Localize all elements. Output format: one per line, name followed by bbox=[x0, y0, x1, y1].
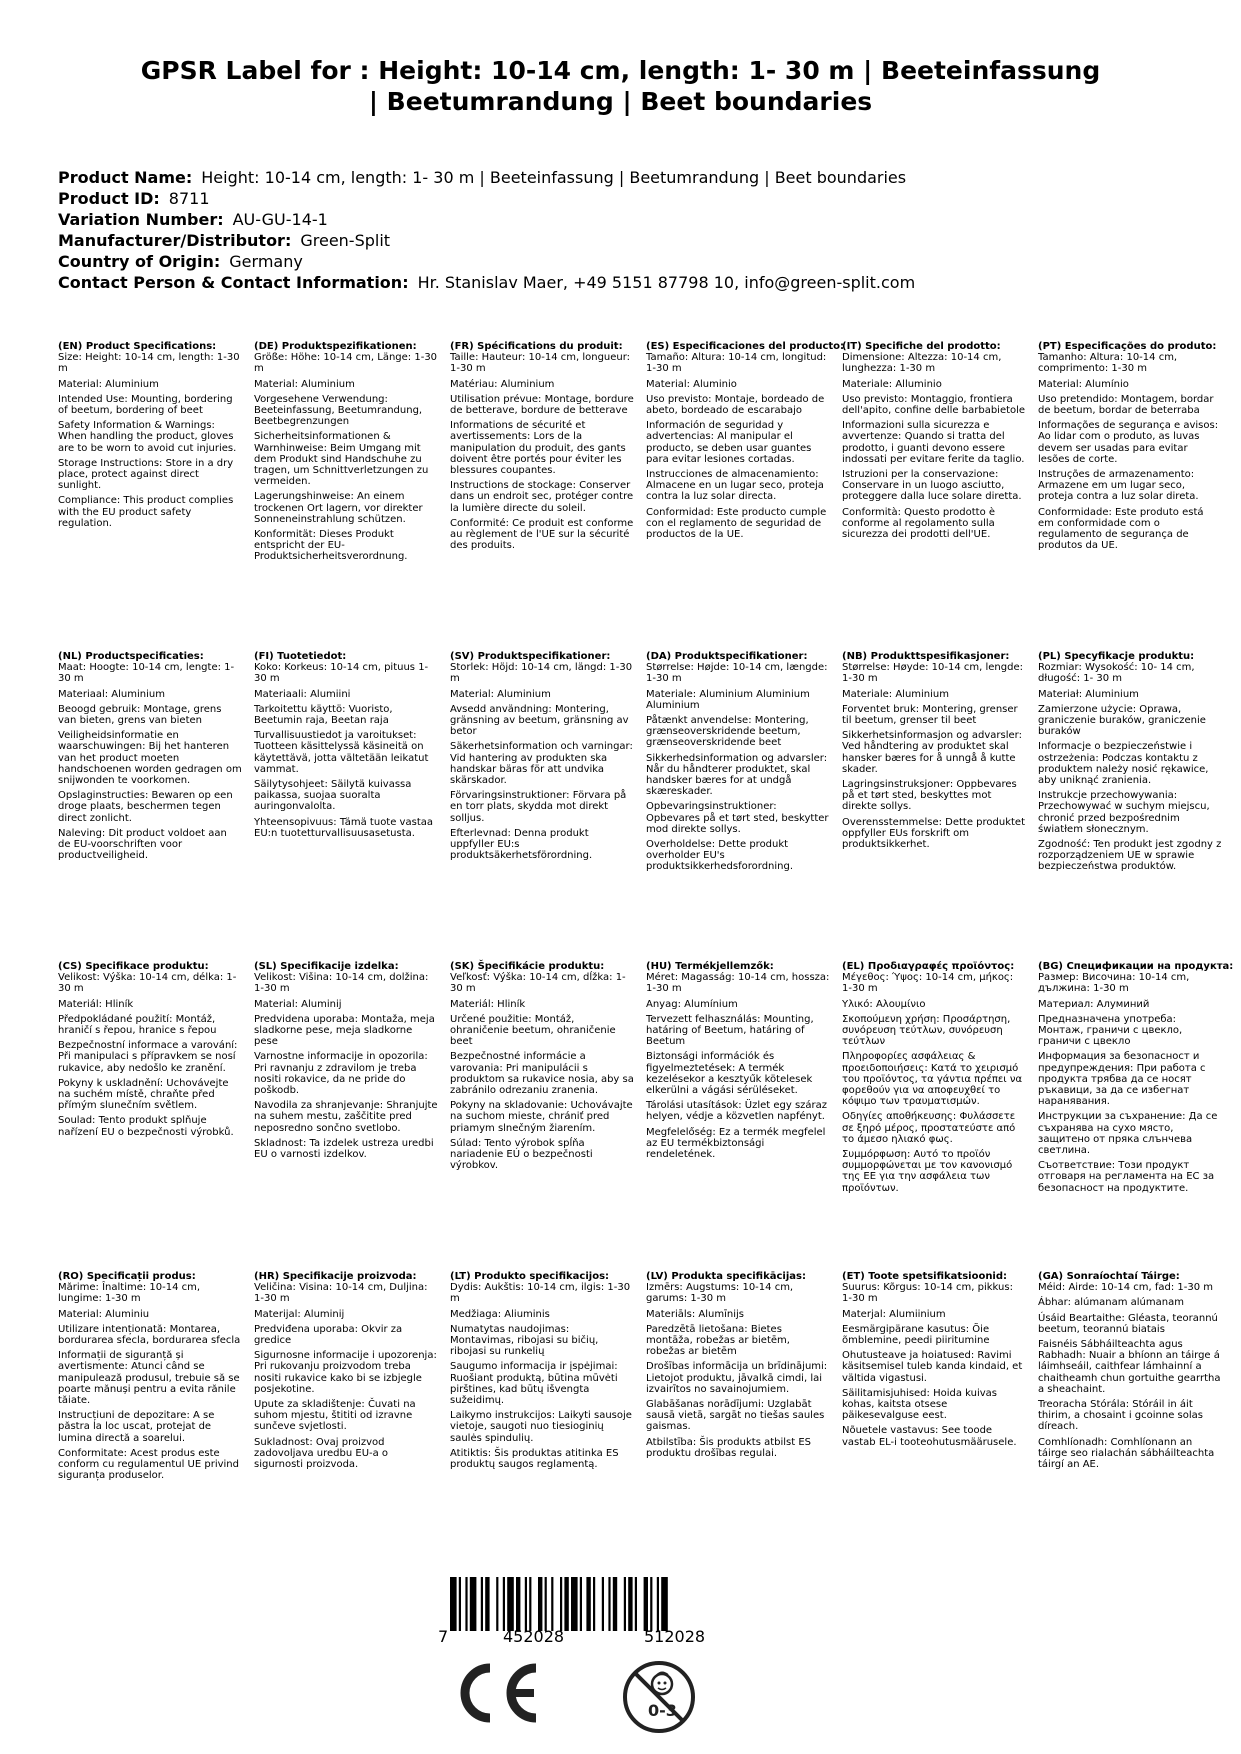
spec-line: Méid: Airde: 10-14 cm, fad: 1-30 m bbox=[1038, 1282, 1214, 1294]
spec-heading: (ET) Toote spetsifikatsioonid: bbox=[842, 1271, 1008, 1282]
spec-line: Materijal: Aluminij bbox=[254, 1308, 345, 1320]
info-country-of-origin: Country of Origin: Germany bbox=[58, 252, 303, 271]
spec-line: Instrucciones de almacenamiento: Almacene en un lugar seco, proteja contra la luz solar directa. bbox=[646, 469, 824, 503]
spec-line: Size: Height: 10-14 cm, length: 1-30 m bbox=[58, 352, 240, 375]
spec-line: Overholdelse: Dette produkt overholder EU's produktsikkerhedsforordning. bbox=[646, 839, 794, 873]
spec-line: Material: Alumínio bbox=[1038, 378, 1129, 390]
spec-heading: (DA) Produktspecifikationer: bbox=[646, 651, 808, 662]
spec-line: Conformidad: Este producto cumple con el reglamento de seguridad de productos de la UE. bbox=[646, 506, 827, 541]
barcode-bar bbox=[465, 1577, 467, 1631]
spec-block bbox=[58, 961, 242, 1142]
spec-block bbox=[58, 1271, 242, 1485]
spec-line: Ábhar: alúmanam alúmanam bbox=[1038, 1297, 1184, 1309]
spec-heading: (NB) Produkttspesifikasjoner: bbox=[842, 651, 1010, 662]
spec-line: Предназначена употреба: Монтаж, граничи с цвекло, граничи с цвекло bbox=[1038, 1013, 1183, 1048]
spec-block bbox=[450, 961, 634, 1175]
barcode-bar bbox=[516, 1577, 520, 1631]
spec-line: Størrelse: Høyde: 10-14 cm, lengde: 1-30 m bbox=[842, 662, 1023, 685]
title-line-2: | Beetumrandung | Beet boundaries bbox=[368, 87, 873, 116]
spec-line: Materiaali: Alumiini bbox=[254, 688, 351, 700]
spec-line: Material: Aluminium bbox=[254, 378, 355, 390]
spec-line: Uso pretendido: Montagem, bordar de beetum, bordar de beterraba bbox=[1038, 393, 1214, 417]
spec-line: Anyag: Alumínium bbox=[646, 998, 738, 1010]
barcode bbox=[450, 1577, 744, 1631]
spec-heading: (FI) Tuotetiedot: bbox=[254, 651, 347, 662]
barcode-bar bbox=[608, 1577, 610, 1631]
barcode-bar bbox=[545, 1577, 547, 1631]
barcode-bar bbox=[560, 1577, 562, 1631]
spec-line: Instructions de stockage: Conserver dans un endroit sec, protéger contre la lumière directe du soleil. bbox=[450, 480, 634, 514]
spec-heading: (PL) Specyfikacje produktu: bbox=[1038, 651, 1195, 662]
spec-line: Информация за безопасност и предупреждения: При работа с продукта трябва да се носят ръкавици, за да се избегнат наранявания. bbox=[1038, 1051, 1206, 1108]
spec-line: Säilytysohjeet: Säilytä kuivassa paikassa, suojaa suoralta auringonvalolta. bbox=[254, 779, 412, 813]
spec-line: Materiaal: Aluminium bbox=[58, 688, 165, 700]
spec-heading: (HU) Termékjellemzők: bbox=[646, 961, 774, 972]
spec-line: Zgodność: Ten produkt jest zgodny z rozporządzeniem UE w sprawie bezpieczeństwa produktów. bbox=[1038, 839, 1222, 873]
spec-line: Avsedd användning: Montering, gränsning av beetum, gränsning av betor bbox=[450, 703, 629, 738]
info-product-id: Product ID: 8711 bbox=[58, 189, 210, 208]
spec-line: Materiale: Aluminium Aluminium Aluminium bbox=[646, 688, 810, 711]
info-manufacturer: Manufacturer/Distributor: Green-Split bbox=[58, 231, 391, 250]
barcode-bar bbox=[644, 1577, 648, 1631]
spec-line: Storlek: Höjd: 10-14 cm, längd: 1-30 m bbox=[450, 662, 633, 685]
barcode-bar bbox=[635, 1577, 637, 1631]
spec-line: Ohutusteave ja hoiatused: Ravimi käsitsemisel tuleb kanda kindaid, et vältida vigastusi. bbox=[842, 1350, 1023, 1384]
barcode-bar bbox=[538, 1577, 542, 1631]
spec-line: Informacje o bezpieczeństwie i ostrzeżenia: Podczas kontaktu z produktem należy nosić rękawice, aby uniknąć zranienia. bbox=[1038, 741, 1209, 787]
spec-heading: (ES) Especificaciones del producto: bbox=[646, 341, 845, 352]
spec-line: Maat: Hoogte: 10-14 cm, lengte: 1-30 m bbox=[58, 662, 235, 685]
spec-line: Съответствие: Този продукт отговаря на регламента на ЕС за безопасност на продуктите. bbox=[1038, 1160, 1215, 1194]
info-contact: Contact Person & Contact Information: Hr. Stanislav Maer, +49 5151 87798 10, info@green-split.com bbox=[58, 273, 916, 292]
barcode-bar bbox=[593, 1577, 595, 1631]
spec-block bbox=[58, 341, 242, 533]
spec-block bbox=[646, 341, 845, 544]
age-label: 0-3 bbox=[648, 1701, 677, 1720]
barcode-bar bbox=[481, 1577, 483, 1631]
product-info bbox=[58, 167, 915, 293]
spec-heading: (PT) Especificações do produto: bbox=[1038, 341, 1217, 352]
spec-line: Comhlíonadh: Comhlíonann an táirge seo rialachán sábháilteachta táirgí an AE. bbox=[1038, 1436, 1215, 1471]
spec-line: Materiál: Hliník bbox=[450, 998, 526, 1010]
barcode-bar bbox=[507, 1577, 514, 1631]
spec-line: Materiale: Aluminium bbox=[842, 688, 949, 700]
spec-block bbox=[58, 651, 242, 865]
spec-line: Material: Aluminij bbox=[254, 998, 342, 1010]
spec-block bbox=[450, 341, 634, 555]
barcode-bar bbox=[657, 1577, 659, 1631]
spec-line: Conformità: Questo prodotto è conforme al regolamento sulla sicurezza dei prodotti dell'UE. bbox=[842, 506, 996, 541]
barcode-bar bbox=[470, 1577, 477, 1631]
spec-block bbox=[842, 961, 1026, 1198]
spec-block bbox=[842, 1271, 1026, 1452]
spec-line: Οδηγίες αποθήκευσης: Φυλάσσετε σε ξηρό μέρος, προστατεύστε από το άμεσο ηλιακό φως. bbox=[842, 1111, 1016, 1145]
spec-line: Glabāšanas norādījumi: Uzglabāt sausā vietā, sargāt no tiešas saules gaismas. bbox=[646, 1399, 825, 1433]
spec-line: Faisnéis Sábháilteachta agus Rabhadh: Nuair a bhíonn an táirge á láimhseáil, caithfear lámhainní a chaitheamh chun gortuithe gearrtha a sheachaint. bbox=[1038, 1339, 1221, 1395]
spec-line: Atbilstība: Šis produkts atbilst ES produktu drošības regulai. bbox=[646, 1436, 812, 1459]
spec-line: Materiale: Alluminio bbox=[842, 378, 942, 390]
barcode-left-group: 452028 bbox=[503, 1627, 565, 1646]
spec-line: Material: Aluminio bbox=[646, 378, 737, 390]
spec-line: Istruzioni per la conservazione: Conservare in un luogo asciutto, proteggere dalla luce solare diretta. bbox=[842, 469, 1022, 503]
spec-line: Veiligheidsinformatie en waarschuwingen: Bij het hanteren van het product moeten handschoenen worden gedragen om snijwonden te voorkomen. bbox=[58, 730, 242, 787]
spec-heading: (FR) Spécifications du produit: bbox=[450, 341, 623, 352]
spec-line: Συμμόρφωση: Αυτό το προϊόν συμμορφώνεται με τον κανονισμό της ΕΕ για την ασφάλεια των προϊόντων. bbox=[842, 1149, 1013, 1194]
spec-line: Tervezett felhasználás: Mounting, határing of Beetum, határing of Beetum bbox=[646, 1013, 814, 1048]
spec-line: Sicherheitsinformationen & Warnhinweise: Beim Umgang mit dem Produkt sind Handschuhe zu tragen, um Schnittverletzungen zu vermeiden. bbox=[254, 431, 429, 488]
spec-line: Velikost: Výška: 10-14 cm, délka: 1-30 m bbox=[58, 972, 237, 995]
spec-heading: (LV) Produkta specifikācijas: bbox=[646, 1271, 806, 1282]
barcode-bar bbox=[496, 1577, 498, 1631]
spec-line: Utilizare intenționată: Montarea, bordurarea sfecla, bordurarea sfecla bbox=[58, 1323, 241, 1347]
barcode-bar bbox=[650, 1577, 652, 1631]
spec-block bbox=[450, 651, 634, 865]
spec-line: Súlad: Tento výrobok spĺňa nariadenie EÚ o bezpečnosti výrobkov. bbox=[450, 1137, 593, 1172]
spec-heading: (SV) Produktspecifikationer: bbox=[450, 651, 611, 662]
spec-line: Matériau: Aluminium bbox=[450, 378, 555, 390]
spec-line: Intended Use: Mounting, bordering of beetum, bordering of beet bbox=[58, 393, 233, 417]
barcode-bar bbox=[459, 1577, 461, 1631]
spec-heading: (NL) Productspecificaties: bbox=[58, 651, 204, 662]
spec-line: Dydis: Aukštis: 10-14 cm, ilgis: 1-30 m bbox=[450, 1282, 631, 1305]
spec-line: Σκοπούμενη χρήση: Προσάρτηση, συνόρευση τεύτλων, συνόρευση τεύτλων bbox=[842, 1013, 1011, 1048]
info-variation-number: Variation Number: AU-GU-14-1 bbox=[58, 210, 328, 229]
spec-line: Opbevaringsinstruktioner: Opbevares på et tørt sted, beskytter mod direkte sollys. bbox=[646, 801, 829, 835]
spec-line: Veličina: Visina: 10-14 cm, Duljina: 1-30 m bbox=[254, 1282, 428, 1305]
spec-line: Naleving: Dit product voldoet aan de EU-voorschriften voor productveiligheid. bbox=[58, 827, 227, 862]
barcode-bar bbox=[503, 1577, 505, 1631]
spec-line: Veľkosť: Výška: 10-14 cm, dĺžka: 1-30 m bbox=[450, 972, 626, 995]
spec-line: Informations de sécurité et avertissements: Lors de la manipulation du produit, des gants doivent être portés pour éviter les blessures coupantes. bbox=[450, 420, 626, 477]
barcode-bar bbox=[525, 1577, 527, 1631]
spec-line: Material: Aluminium bbox=[450, 688, 551, 700]
spec-line: Predvidena uporaba: Montaža, meja sladkorne pese, meja sladkorne pese bbox=[254, 1013, 435, 1048]
spec-line: Conformitate: Acest produs este conform cu regulamentul UE privind siguranța produselor. bbox=[58, 1447, 239, 1482]
spec-line: Conformité: Ce produit est conforme au règlement de l'UE sur la sécurité des produits. bbox=[450, 517, 634, 552]
spec-line: Skladnost: Ta izdelek ustreza uredbi EU o varnosti izdelkov. bbox=[254, 1137, 434, 1161]
spec-line: Yhteensopivuus: Tämä tuote vastaa EU:n tuotetturvallisuusasetusta. bbox=[254, 816, 433, 839]
barcode-bar bbox=[485, 1577, 489, 1631]
spec-line: Overensstemmelse: Dette produktet oppfyller EUs forskrift om produktsikkerhet. bbox=[842, 816, 1025, 851]
spec-line: Forventet bruk: Montering, grenser til beetum, grenser til beet bbox=[842, 703, 1018, 727]
spec-block bbox=[254, 1271, 438, 1474]
spec-block bbox=[646, 961, 830, 1164]
spec-line: Lagerungshinweise: An einem trockenen Ort lagern, vor direkter Sonneneinstrahlung schützen. bbox=[254, 491, 423, 525]
spec-line: Koko: Korkeus: 10-14 cm, pituus 1-30 m bbox=[254, 662, 429, 685]
spec-block bbox=[646, 651, 830, 877]
spec-block bbox=[1038, 341, 1222, 555]
spec-line: Sikkerhedsinformation og advarsler: Når du håndterer produktet, skal handsker bæres for at undgå skæreskader. bbox=[646, 752, 828, 798]
ce-mark-icon bbox=[454, 1662, 540, 1724]
spec-line: Méret: Magasság: 10-14 cm, hossza: 1-30 m bbox=[646, 972, 830, 995]
spec-line: Tarkoitettu käyttö: Vuoristo, Beetumin raja, Beetan raja bbox=[254, 703, 393, 727]
spec-line: Información de seguridad y advertencias: Al manipular el producto, se deben usar guantes para evitar lesiones cortadas. bbox=[646, 420, 812, 465]
spec-line: Navodila za shranjevanje: Shranjujte na suhem mestu, zaščitite pred neposredno sončno svetlobo. bbox=[254, 1100, 438, 1134]
spec-line: Μέγεθος: Ύψος: 10-14 cm, μήκος: 1-30 m bbox=[842, 972, 1014, 995]
spec-line: Sikkerhetsinformasjon og advarsler: Ved håndtering av produktet skal hansker bæres for å unngå å kutte skader. bbox=[842, 730, 1022, 775]
spec-line: Instrukcje przechowywania: Przechowywać w suchym miejscu, chronić przed bezpośrednim światłem słonecznym. bbox=[1038, 790, 1210, 835]
spec-line: Größe: Höhe: 10-14 cm, Länge: 1-30 m bbox=[254, 352, 438, 375]
spec-block bbox=[254, 651, 438, 843]
spec-block bbox=[450, 1271, 634, 1474]
spec-line: Instrucțiuni de depozitare: A se păstra la loc uscat, protejat de lumina directă a soarelui. bbox=[58, 1410, 215, 1444]
spec-line: Předpokládané použití: Montáž, hraničí s řepou, hranice s řepou bbox=[58, 1013, 217, 1037]
spec-line: Uso previsto: Montaje, bordeado de abeto, bordeado de escarabajo bbox=[646, 393, 825, 417]
spec-line: Nõuetele vastavus: See toode vastab EL-i tooteohutusmäärusele. bbox=[842, 1425, 1017, 1448]
barcode-bar bbox=[580, 1577, 582, 1631]
barcode-bar bbox=[564, 1577, 568, 1631]
spec-line: Material: Aluminiu bbox=[58, 1308, 150, 1320]
spec-block bbox=[254, 961, 438, 1164]
spec-line: Informații de siguranță și avertismente: Atunci când se manipulează produsul, trebuie să se poarte mănuși pentru a evita rănile tăiate. bbox=[58, 1350, 240, 1407]
spec-line: Instruções de armazenamento: Armazene em um lugar seco, proteja contra a luz solar direta. bbox=[1038, 469, 1199, 503]
barcode-bar bbox=[551, 1577, 553, 1631]
spec-line: Drošības informācija un brīdinājumi: Lietojot produktu, jāvalkā cimdi, lai izvairītos no savainojumiem. bbox=[646, 1361, 828, 1395]
spec-line: Úsáid Beartaithe: Gléasta, teorannú beetum, teorannú biatais bbox=[1038, 1312, 1218, 1335]
spec-block bbox=[842, 341, 1026, 544]
spec-line: Suurus: Kõrgus: 10-14 cm, pikkus: 1-30 m bbox=[842, 1282, 1013, 1305]
spec-line: Tárolási utasítások: Üzlet egy száraz helyen, védje a közvetlen napfényt. bbox=[646, 1100, 828, 1123]
spec-line: Säilitamisjuhised: Hoida kuivas kohas, kaitsta otsese päikesevalguse eest. bbox=[842, 1387, 998, 1422]
spec-line: Laikymo instrukcijos: Laikyti sausoje vietoje, saugoti nuo tiesioginių saulės spindulių. bbox=[450, 1410, 632, 1444]
spec-line: Pokyny k uskladnění: Uchovávejte na suchém místě, chraňte před přímým slunečním světlem. bbox=[58, 1077, 229, 1112]
barcode-bar bbox=[628, 1577, 632, 1631]
spec-line: Lagringsinstruksjoner: Oppbevares på et tørt sted, beskyttes mot direkte sollys. bbox=[842, 779, 1017, 813]
spec-line: Материал: Алуминий bbox=[1038, 998, 1150, 1010]
page-title bbox=[40, 55, 1201, 117]
spec-line: Upute za skladištenje: Čuvati na suhom mjestu, štititi od izravne sunčeve svjetlosti. bbox=[254, 1399, 416, 1433]
barcode-bar bbox=[529, 1577, 531, 1631]
spec-line: Taille: Hauteur: 10-14 cm, longueur: 1-30 m bbox=[450, 352, 631, 375]
spec-block bbox=[254, 341, 438, 567]
spec-line: Turvallisuustiedot ja varoitukset: Tuotteen käsittelyssä käsineitä on käytettävä, jotta vältetään leikatut vammat. bbox=[254, 730, 429, 775]
spec-line: Υλικό: Αλουμίνιο bbox=[842, 998, 926, 1010]
spec-line: Rozmiar: Wysokość: 10- 14 cm, długość: 1- 30 m bbox=[1038, 662, 1195, 685]
spec-block bbox=[842, 651, 1026, 854]
info-product-name: Product Name: Height: 10-14 cm, length: 1- 30 m | Beeteinfassung | Beetumrandung | Beet boundaries bbox=[58, 168, 907, 187]
spec-line: Materjal: Alumiinium bbox=[842, 1308, 946, 1320]
spec-block bbox=[1038, 1271, 1222, 1474]
spec-line: Eesmärgipärane kasutus: Õie õmblemine, peedi piiritumine bbox=[842, 1323, 990, 1347]
spec-line: Beoogd gebruik: Montage, grens van bieten, grens van bieten bbox=[58, 703, 222, 727]
spec-heading: (HR) Specifikacije proizvoda: bbox=[254, 1271, 417, 1282]
spec-heading: (LT) Produkto specifikacijos: bbox=[450, 1271, 610, 1282]
spec-line: Numatytas naudojimas: Montavimas, ribojasi su bičių, ribojasi su runkelių bbox=[450, 1323, 599, 1358]
spec-line: Zamierzone użycie: Oprawa, graniczenie buraków, graniczenie buraków bbox=[1038, 703, 1206, 738]
barcode-bar bbox=[624, 1577, 626, 1631]
spec-heading: (BG) Спецификации на продукта: bbox=[1038, 961, 1234, 972]
spec-line: Størrelse: Højde: 10-14 cm, længde: 1-30 m bbox=[646, 662, 828, 685]
spec-line: Pokyny na skladovanie: Uchovávajte na suchom mieste, chrániť pred priamym slnečným žiarením. bbox=[450, 1100, 633, 1134]
spec-line: Velikost: Višina: 10-14 cm, dolžina: 1-30 m bbox=[254, 972, 429, 995]
barcode-right-group: 512028 bbox=[644, 1627, 706, 1646]
spec-block bbox=[1038, 961, 1234, 1198]
barcode-bar bbox=[450, 1577, 457, 1631]
spec-line: Konformität: Dieses Produkt entspricht der EU-Produktsicherheitsverordnung. bbox=[254, 529, 408, 563]
spec-line: Storage Instructions: Store in a dry place, protect against direct sunlight. bbox=[58, 457, 234, 492]
spec-heading: (EL) Προδιαγραφές προϊόντος: bbox=[842, 961, 1015, 972]
spec-line: Soulad: Tento produkt splňuje nařízení EU o bezpečnosti výrobků. bbox=[58, 1115, 234, 1138]
spec-line: Varnostne informacije in opozorila: Pri ravnanju z zdravilom je treba nositi rokavice, da ne pride do poškodb. bbox=[254, 1051, 428, 1097]
spec-line: Förvaringsinstruktioner: Förvara på en torr plats, skydda mot direkt solljus. bbox=[450, 790, 627, 824]
spec-line: Tamaño: Altura: 10-14 cm, longitud: 1-30 m bbox=[646, 352, 827, 375]
spec-line: Materiál: Hliník bbox=[58, 998, 134, 1010]
spec-line: Informazioni sulla sicurezza e avvertenze: Quando si tratta del prodotto, i guanti devono essere indossati per evitare ferite da taglio. bbox=[842, 420, 1025, 465]
spec-line: Sukladnost: Ovaj proizvod zadovoljava uredbu EU-a o sigurnosti proizvoda. bbox=[254, 1436, 389, 1471]
title-line-1: GPSR Label for : Height: 10-14 cm, length: 1- 30 m | Beeteinfassung bbox=[140, 56, 1101, 85]
spec-line: Atitiktis: Šis produktas atitinka ES produktų saugos reglamentą. bbox=[450, 1447, 619, 1471]
spec-heading: (SL) Specifikacije izdelka: bbox=[254, 961, 399, 972]
spec-line: Sigurnosne informacije i upozorenja: Pri rukovanju proizvodom treba nositi rukavice kako bi se izbjegle posjekotine. bbox=[254, 1350, 437, 1395]
spec-block bbox=[1038, 651, 1222, 877]
spec-line: Инструкции за съхранение: Да се съхранява на сухо място, защитено от пряка слънчева светлина. bbox=[1038, 1111, 1218, 1157]
spec-line: Säkerhetsinformation och varningar: Vid hantering av produkten ska handskar bäras för att undvika skärskador. bbox=[450, 741, 633, 787]
barcode-bar bbox=[613, 1577, 617, 1631]
spec-line: Treoracha Stórála: Stóráil in áit thirim, a chosaint i gcoinne solas díreach. bbox=[1038, 1399, 1203, 1433]
spec-block bbox=[646, 1271, 830, 1463]
spec-line: Materiał: Aluminium bbox=[1038, 688, 1139, 700]
spec-line: Πληροφορίες ασφάλειας & προειδοποιήσεις: Κατά το χειρισμό του προϊόντος, τα γάντια πρέπει να φορεθούν για να αποφευχθεί το κόψιμο των τραυματισμών. bbox=[842, 1051, 1023, 1108]
spec-heading: (EN) Product Specifications: bbox=[58, 341, 217, 352]
spec-heading: (RO) Specificații produs: bbox=[58, 1271, 196, 1282]
barcode-bar bbox=[586, 1577, 590, 1631]
spec-line: Efterlevnad: Denna produkt uppfyller EU:s produktsäkerhetsförordning. bbox=[450, 827, 593, 862]
spec-line: Vorgesehene Verwendung: Beeteinfassung, Beetumrandung, Beetbegrenzungen bbox=[254, 393, 423, 428]
spec-line: Bezpečnostné informácie a varovania: Pri manipulácii s produktom sa rukavice nosia, aby sa zabránilo odrezaniu zranenia. bbox=[450, 1051, 634, 1097]
barcode-bar bbox=[661, 1577, 668, 1631]
spec-line: Размер: Височина: 10-14 cm, дължина: 1-30 m bbox=[1038, 972, 1190, 995]
spec-line: Utilisation prévue: Montage, bordure de betterave, bordure de betterave bbox=[450, 393, 634, 417]
spec-line: Conformidade: Este produto está em conformidade com o regulamento de segurança de produtos da UE. bbox=[1038, 506, 1204, 552]
barcode-bar bbox=[602, 1577, 604, 1631]
spec-line: Bezpečnostní informace a varování: Při manipulaci s přípravkem se nosí rukavice, aby nedošlo ke zranění. bbox=[58, 1040, 238, 1074]
spec-line: Påtænkt anvendelse: Montering, grænseoverskridende beetum, grænseoverskridende beet bbox=[646, 715, 809, 749]
spec-heading: (SK) Špecifikácie produktu: bbox=[450, 961, 605, 972]
spec-line: Safety Information & Warnings: When handling the product, gloves are to be worn to avoid cut injuries. bbox=[58, 420, 237, 454]
spec-line: Určené použitie: Montáž, ohraničenie beetum, ohraničenie beet bbox=[450, 1013, 616, 1048]
spec-line: Informações de segurança e avisos: Ao lidar com o produto, as luvas devem ser usadas para evitar lesões de corte. bbox=[1038, 420, 1219, 465]
spec-line: Izmērs: Augstums: 10-14 cm, garums: 1-30 m bbox=[646, 1282, 794, 1305]
spec-line: Tamanho: Altura: 10-14 cm, comprimento: 1-30 m bbox=[1038, 352, 1178, 375]
spec-line: Megfelelőség: Ez a termék megfelel az EU termékbiztonsági rendeletének. bbox=[646, 1126, 826, 1161]
spec-line: Predviđena uporaba: Okvir za gredice bbox=[254, 1323, 403, 1347]
spec-line: Mărime: Înaltime: 10-14 cm, lungime: 1-30 m bbox=[58, 1282, 201, 1305]
spec-line: Compliance: This product complies with the EU product safety regulation. bbox=[58, 495, 234, 529]
spec-line: Opslaginstructies: Bewaren op een droge plaats, beschermen tegen direct zonlicht. bbox=[58, 790, 233, 824]
barcode-bar bbox=[571, 1577, 578, 1631]
spec-line: Medžiaga: Aliuminis bbox=[450, 1308, 550, 1320]
barcode-first-digit: 7 bbox=[438, 1627, 449, 1646]
spec-line: Materiāls: Alumīnijs bbox=[646, 1308, 744, 1320]
spec-line: Material: Aluminium bbox=[58, 378, 159, 390]
spec-heading: (GA) Sonraíochtaí Táirge: bbox=[1038, 1271, 1180, 1282]
spec-heading: (DE) Produktspezifikationen: bbox=[254, 341, 417, 352]
spec-heading: (CS) Specifikace produktu: bbox=[58, 961, 209, 972]
spec-line: Paredzētā lietošana: Bietes montāža, robežas ar bietēm, robežas ar bietēm bbox=[646, 1323, 790, 1358]
spec-line: Dimensione: Altezza: 10-14 cm, lunghezza: 1-30 m bbox=[842, 352, 1002, 375]
spec-line: Biztonsági információk és figyelmeztetések: A termék kezelésekor a kesztyűk kötelesek elkerülni a vágási sérüléseket. bbox=[646, 1051, 813, 1097]
spec-heading: (IT) Specifiche del prodotto: bbox=[842, 341, 1001, 352]
spec-line: Uso previsto: Montaggio, frontiera dell'apito, confine delle barbabietole bbox=[842, 393, 1026, 417]
not-suitable-0-3-icon bbox=[622, 1660, 696, 1734]
spec-line: Saugumo informacija ir įspėjimai: Ruošiant produktą, būtina mūvėti pirštines, kad būtų išvengta sužeidimų. bbox=[450, 1361, 618, 1407]
